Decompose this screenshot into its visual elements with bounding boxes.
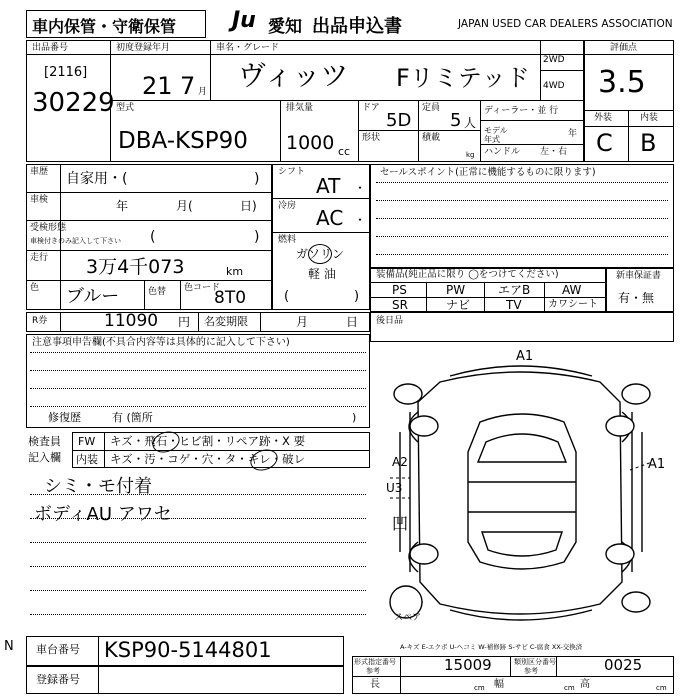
inspector-note-2: ボディAU アワセ bbox=[34, 504, 172, 525]
chassis-number: KSP90-5144801 bbox=[104, 638, 272, 662]
car-name-label: 車名・グレード bbox=[216, 43, 280, 53]
doors-label: ドア bbox=[362, 103, 380, 113]
fuel-label: 燃料 bbox=[278, 235, 297, 245]
fuel-selected-circle bbox=[308, 244, 332, 264]
interior-label: 内装 bbox=[640, 113, 659, 123]
capacity-unit: 人 bbox=[464, 116, 477, 130]
handle-label: ハンドル bbox=[484, 147, 521, 157]
history-value: 自家用・( bbox=[66, 171, 128, 187]
mileage-label: 走行 bbox=[30, 253, 49, 263]
sales-point-box bbox=[370, 164, 674, 268]
model-label: 型式 bbox=[116, 103, 135, 113]
capacity-value: 5 bbox=[450, 110, 462, 131]
warranty-value: 有・無 bbox=[618, 291, 655, 305]
inspection-label: 車検 bbox=[30, 195, 49, 205]
fuel-diesel: 軽 油 bbox=[308, 267, 336, 281]
inner-items: キズ・汚・コゲ・穴・タ・キレ・破レ bbox=[110, 452, 306, 466]
shift-value: AT bbox=[316, 174, 341, 198]
car-name: ヴィッツ bbox=[238, 59, 349, 92]
lot-number: 30229 bbox=[32, 88, 115, 118]
association-name: JAPAN USED CAR DEALERS ASSOCIATION bbox=[458, 18, 673, 30]
exterior-label: 外装 bbox=[594, 113, 613, 123]
displacement-value: 1000 bbox=[286, 132, 335, 154]
doors-value: 5D bbox=[386, 110, 412, 131]
history-label: 車歴 bbox=[30, 167, 49, 177]
after-fit-label: 後日品 bbox=[376, 316, 404, 326]
inspection-year: 年 bbox=[116, 199, 129, 213]
spare-label: スペア bbox=[394, 613, 422, 623]
damage-mark-left-1: A2 bbox=[392, 455, 408, 469]
dealer-label: ディーラー・並 行 bbox=[484, 106, 559, 116]
repair-history-value: 有 (箇所 bbox=[112, 411, 153, 424]
sales-point-label: セールスポイント(正常に機能するものに限ります) bbox=[380, 167, 596, 178]
exterior-grade: C bbox=[596, 129, 613, 157]
inspection-month: 月( bbox=[176, 199, 193, 213]
name-change-month: 月 bbox=[296, 315, 309, 329]
equip-aw: AW bbox=[562, 283, 582, 297]
color-change-label: 色替 bbox=[148, 287, 167, 297]
car-damage-diagram bbox=[370, 342, 674, 642]
load-label: 積載 bbox=[422, 133, 441, 143]
first-reg-year: 21 bbox=[142, 72, 173, 100]
color-value: ブルー bbox=[66, 286, 120, 307]
damage-mark-left-3: 凹 bbox=[392, 514, 409, 533]
score-label: 評価点 bbox=[610, 43, 638, 53]
notes-label: 注意事項申告欄(不具合内容等は具体的に記入して下さい) bbox=[32, 337, 290, 348]
fw-label: FW bbox=[78, 435, 96, 448]
color-label: 色 bbox=[30, 283, 40, 293]
cooler-label: 冷房 bbox=[278, 201, 297, 211]
org-name: 愛知 bbox=[268, 17, 302, 37]
displacement-label: 排気量 bbox=[286, 103, 314, 113]
model-value: DBA-KSP90 bbox=[118, 128, 248, 154]
first-reg-label: 初度登録年月 bbox=[116, 43, 171, 53]
dim-length-unit: cm bbox=[474, 684, 485, 692]
cooler-dot: ・ bbox=[354, 213, 367, 227]
inspector-note-1: シミ・モ付着 bbox=[44, 476, 152, 497]
accept-label: 受検形態 bbox=[30, 223, 67, 233]
ju-logo: Ju bbox=[232, 8, 256, 33]
fuel-open: ( bbox=[284, 289, 290, 304]
dim-length: 長 bbox=[370, 679, 380, 690]
drive-4wd: 4WD bbox=[543, 81, 565, 91]
damage-mark-left-2: U3 bbox=[386, 481, 403, 495]
fw-items: キズ・飛石・ヒビ割・リペア跡・X 要 bbox=[110, 434, 306, 448]
recycle-label: R券 bbox=[32, 316, 48, 326]
capacity-label: 定員 bbox=[422, 103, 441, 113]
drive-2wd: 2WD bbox=[543, 55, 565, 65]
equip-tv: TV bbox=[506, 298, 522, 312]
dim-width: 幅 bbox=[494, 679, 504, 690]
recycle-value: 11090 bbox=[104, 311, 159, 331]
class-no-label: 類別区分番号 bbox=[514, 658, 556, 666]
accept-close: ) bbox=[254, 229, 260, 245]
name-change-day: 日 bbox=[346, 315, 359, 329]
mileage-unit: km bbox=[226, 265, 244, 278]
model-year-label: モデル 年式 bbox=[484, 126, 508, 144]
equip-navi: ナビ bbox=[446, 298, 471, 312]
inspector-fill-label: 記入欄 bbox=[28, 451, 61, 464]
equipment-label: 装備品(純正品に限り ◯をつけてください) bbox=[376, 269, 559, 280]
lot-sub: [2116] bbox=[44, 65, 88, 80]
inspector-label: 検査員 bbox=[28, 435, 61, 448]
doc-title: 出品申込書 bbox=[312, 16, 402, 37]
accept-note: 車検付きのみ記入して下さい bbox=[30, 237, 121, 245]
score-value: 3.5 bbox=[598, 65, 646, 100]
displacement-unit: cc bbox=[338, 145, 351, 158]
equip-leather: カワシート bbox=[548, 299, 598, 310]
equip-sr: SR bbox=[392, 298, 408, 312]
damage-mark-right: A1 bbox=[648, 457, 666, 472]
inner-label: 内装 bbox=[76, 453, 98, 466]
fuel-close: ) bbox=[354, 289, 360, 304]
shape-label: 形状 bbox=[362, 133, 381, 143]
handle-lr: 左・右 bbox=[540, 147, 568, 157]
storage-label: 車内保管・守衛保管 bbox=[32, 17, 177, 36]
model-year-unit: 年 bbox=[568, 129, 578, 139]
shift-dot: ・ bbox=[354, 181, 367, 195]
first-reg-month-unit: 月 bbox=[198, 87, 208, 97]
mileage-value: 3万4千073 bbox=[86, 256, 185, 278]
margin-mark: N bbox=[4, 639, 14, 654]
equip-pw: PW bbox=[446, 283, 466, 297]
lot-label: 出品番号 bbox=[32, 43, 69, 53]
color-code: 8T0 bbox=[214, 288, 247, 308]
equip-ps: PS bbox=[392, 283, 407, 297]
repair-history-close: ) bbox=[352, 411, 357, 424]
cooler-value: AC bbox=[316, 206, 344, 230]
warranty-label: 新車保証書 bbox=[616, 271, 662, 281]
history-close: ) bbox=[254, 171, 260, 187]
class-no-value: 0025 bbox=[604, 656, 643, 674]
form-no-label: 形式指定番号 bbox=[354, 658, 396, 666]
diagram-legend: A-キズ E-エクボ U-ヘコミ W-補修跡 S-サビ C-腐食 XX-交換済 bbox=[400, 643, 583, 651]
accept-open: ( bbox=[150, 229, 156, 245]
form-no-sub: 参考 bbox=[366, 667, 380, 675]
repair-history-label: 修復歴 bbox=[48, 411, 81, 424]
registration-label: 登録番号 bbox=[36, 673, 80, 686]
interior-grade: B bbox=[640, 129, 657, 157]
recycle-unit: 円 bbox=[178, 315, 191, 329]
form-no-value: 15009 bbox=[444, 656, 492, 674]
equip-airbag: エアB bbox=[498, 283, 531, 297]
chassis-label: 車台番号 bbox=[36, 643, 80, 656]
class-no-sub: 参考 bbox=[524, 667, 538, 675]
color-code-label: 色コード bbox=[184, 283, 221, 293]
shift-label: シフト bbox=[278, 167, 306, 177]
inspection-day: 日) bbox=[240, 199, 257, 213]
after-fit-box bbox=[370, 312, 674, 342]
damage-mark-front: A1 bbox=[516, 349, 534, 364]
load-unit: kg bbox=[466, 151, 475, 159]
dim-height: 高 bbox=[580, 679, 590, 690]
name-change-label: 名変期限 bbox=[204, 315, 248, 328]
fuel-gasoline: ガソリン bbox=[296, 247, 345, 261]
first-reg-month: 7 bbox=[180, 72, 196, 100]
dim-width-unit: cm bbox=[564, 684, 575, 692]
dim-height-unit: cm bbox=[656, 684, 667, 692]
car-grade: Fリミテッド bbox=[396, 64, 530, 92]
